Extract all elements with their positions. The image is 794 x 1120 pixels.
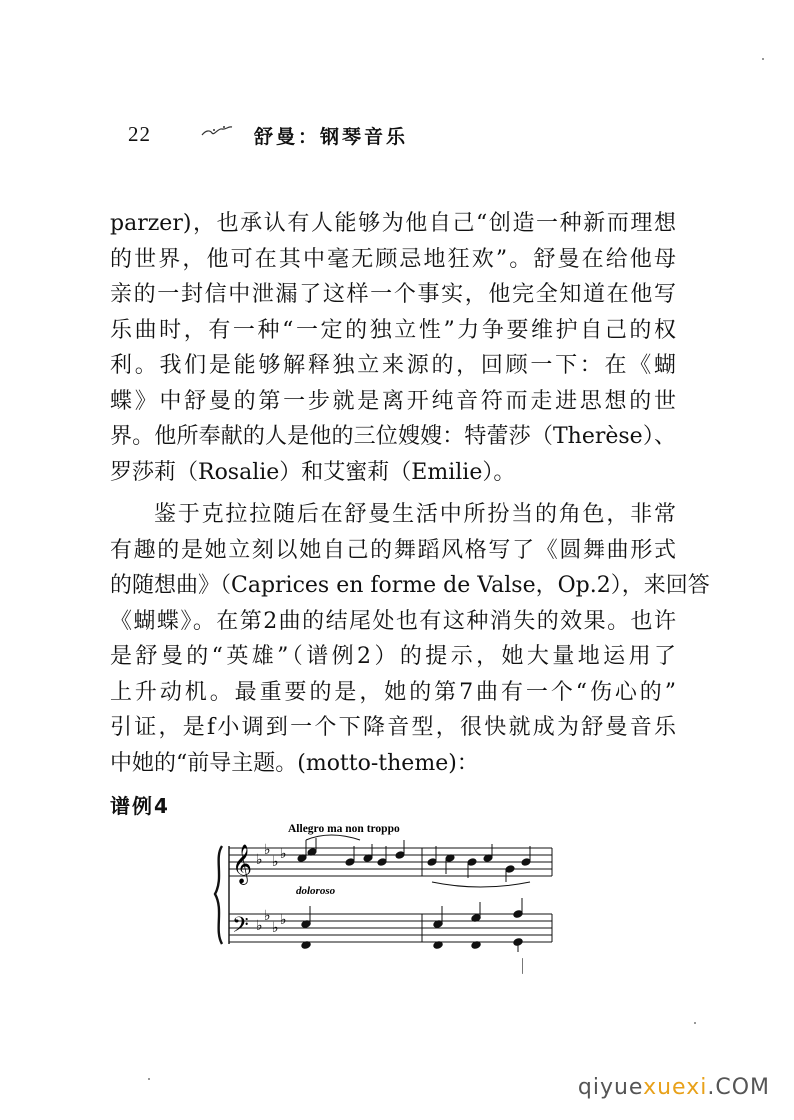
scan-speck <box>762 58 764 60</box>
watermark-suffix: .COM <box>707 1075 770 1100</box>
music-score <box>210 818 560 953</box>
svg-text:♭: ♭ <box>264 908 271 924</box>
text-line: 罗莎莉（Rosalie）和艾蜜莉（Emilie）。 <box>110 459 516 485</box>
example-label: 谱例4 <box>110 794 170 818</box>
watermark <box>578 1075 770 1100</box>
key-signature <box>256 842 287 936</box>
svg-text:♭: ♭ <box>256 852 263 868</box>
paragraph-1 <box>110 206 676 490</box>
treble-clef-icon: 𝄞 <box>232 844 253 884</box>
text-line: 鉴于克拉拉随后在舒曼生活中所扮当的角色，非常 <box>154 502 676 527</box>
text-line: parzer)，也承认有人能够为他自己“创造一种新而理想 <box>110 211 676 236</box>
text-line: 是舒曼的“英雄”（谱例2）的提示，她大量地运用了 <box>110 644 676 669</box>
text-line: 上升动机。最重要的是，她的第7曲有一个“伤心的” <box>110 679 676 705</box>
paragraph-2 <box>110 497 710 781</box>
page-number: 22 <box>128 122 151 146</box>
scan-speck <box>148 1078 150 1080</box>
brace-icon <box>215 846 222 944</box>
text-line: 乐曲时，有一种“一定的独立性”力争要维护自己的权 <box>110 317 676 343</box>
text-line: 利。我们是能够解释独立来源的，回顾一下：在《蝴 <box>110 353 676 378</box>
svg-text:♭: ♭ <box>280 846 287 862</box>
bass-notes <box>301 898 523 952</box>
svg-text:♭: ♭ <box>264 842 271 858</box>
text-line: 《蝴蝶》。在第2曲的结尾处也有这种消失的效果。也许 <box>110 608 676 634</box>
treble-notes <box>297 835 531 887</box>
page-header <box>128 122 548 152</box>
text-line: 中她的“前导主题。(motto-theme)： <box>110 750 479 776</box>
ornament-icon <box>200 124 234 138</box>
text-line: 的随想曲》（Caprices en forme de Valse，Op.2），来回答 <box>110 573 710 598</box>
running-title: 舒曼：钢琴音乐 <box>254 126 409 148</box>
tempo-marking: Allegro ma non troppo <box>288 823 400 835</box>
bass-clef-icon: 𝄢 <box>232 913 249 943</box>
text-line: 蝶》中舒曼的第一步就是离开纯音符而走进思想的世 <box>110 388 676 414</box>
svg-text:♭: ♭ <box>280 912 287 928</box>
expression-marking: doloroso <box>296 885 336 897</box>
text-line: 亲的一封信中泄漏了这样一个事实，他完全知道在他写 <box>110 282 676 307</box>
svg-text:♭: ♭ <box>272 920 279 936</box>
text-line: 引证，是f小调到一个下降音型，很快就成为舒曼音乐 <box>110 715 676 740</box>
text-line: 的世界，他可在其中毫无顾忌地狂欢”。舒曼在给他母 <box>110 246 676 272</box>
text-line: 有趣的是她立刻以她自己的舞蹈风格写了《圆舞曲形式 <box>110 537 676 563</box>
scan-speck <box>522 958 523 974</box>
body-text <box>110 206 710 781</box>
text-line: 界。他所奉献的人是他的三位嫂嫂：特蕾莎（Therèse）、 <box>110 424 676 449</box>
svg-text:♭: ♭ <box>256 918 263 934</box>
svg-text:♭: ♭ <box>272 854 279 870</box>
scan-speck <box>694 1022 696 1024</box>
watermark-accent: xuexi <box>643 1075 708 1100</box>
watermark-prefix: qiyue <box>577 1075 644 1100</box>
